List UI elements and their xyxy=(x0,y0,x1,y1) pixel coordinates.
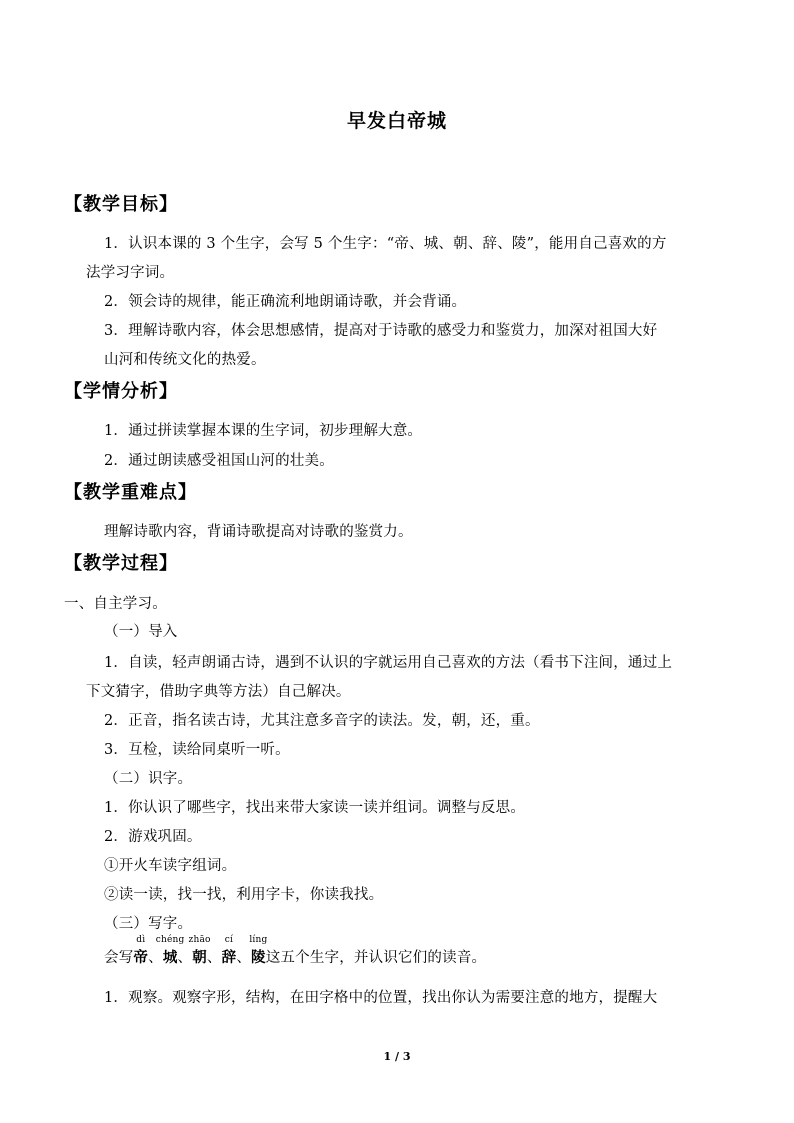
process-line-1: 一、自主学习。 xyxy=(64,596,167,612)
char-with-pinyin xyxy=(249,935,268,967)
pinyin: zhāo xyxy=(188,935,211,945)
char-with-pinyin xyxy=(188,935,211,967)
goals-line-3: 2．领会诗的规律，能正确流利地朗诵诗歌，并会背诵。 xyxy=(104,294,467,310)
pinyin: dì xyxy=(136,935,146,945)
goals-line-1: 1．认识本课的 3 个生字，会写 5 个生字：“帝、城、朝、辞、陵”，能用自己喜欢的方 xyxy=(104,236,667,252)
section-heading-goals: 【教学目标】 xyxy=(64,194,178,215)
process-line-last: 1．观察。观察字形，结构，在田字格中的位置，找出你认为需要注意的地方，提醒大 xyxy=(104,990,658,1006)
hanzi: 城 xyxy=(162,949,178,966)
pinyin: líng xyxy=(249,935,268,945)
page-number: 1 / 3 xyxy=(383,1050,411,1063)
analysis-line-2: 2．通过朗读感受祖国山河的壮美。 xyxy=(104,453,334,469)
section-heading-keypoints: 【教学重难点】 xyxy=(64,482,197,503)
separator: 、 xyxy=(206,950,222,966)
process-line-11: ②读一读，找一找，利用字卡，你读我找。 xyxy=(104,887,384,903)
process-line-12: （三）写字。 xyxy=(104,916,193,932)
goals-line-2: 法学习字词。 xyxy=(86,265,175,281)
write-chars-line xyxy=(104,935,487,967)
process-line-2: （一）导入 xyxy=(104,624,178,640)
process-line-7: （二）识字。 xyxy=(104,771,193,787)
char-with-pinyin xyxy=(221,935,237,967)
hanzi: 陵 xyxy=(251,949,266,966)
separator: 、 xyxy=(177,950,193,966)
section-heading-analysis: 【学情分析】 xyxy=(64,381,178,402)
keypoints-line-1: 理解诗歌内容，背诵诗歌提高对诗歌的鉴赏力。 xyxy=(104,524,413,540)
analysis-line-1: 1．通过拼读掌握本课的生字词，初步理解大意。 xyxy=(104,423,423,439)
write-chars-prefix: 会写 xyxy=(104,950,134,966)
goals-line-4: 3．理解诗歌内容，体会思想感情，提高对于诗歌的感受力和鉴赏力，加深对祖国大好 xyxy=(104,323,658,339)
process-line-4: 下文猜字，借助字典等方法）自己解决。 xyxy=(86,684,351,700)
section-heading-process: 【教学过程】 xyxy=(64,553,178,574)
separator: 、 xyxy=(148,950,163,966)
process-line-3: 1．自读，轻声朗诵古诗，遇到不认识的字就运用自己喜欢的方法（看书下注间，通过上 xyxy=(104,655,673,671)
process-line-10: ①开火车读字组词。 xyxy=(104,858,237,874)
hanzi: 朝 xyxy=(192,949,207,966)
process-line-8: 1．你认识了哪些字，找出来带大家读一读并组词。调整与反思。 xyxy=(104,800,526,816)
page-title: 早发白帝城 xyxy=(346,110,447,132)
goals-line-5: 山河和传统文化的热爱。 xyxy=(104,352,266,368)
process-line-5: 2．正音，指名读古诗，尤其注意多音字的读法。发，朝，还，重。 xyxy=(104,713,540,729)
char-with-pinyin xyxy=(155,935,185,967)
process-line-9: 2．游戏巩固。 xyxy=(104,829,202,845)
pinyin: cí xyxy=(224,935,234,945)
char-with-pinyin xyxy=(133,935,149,967)
process-line-6: 3．互检，读给同桌听一听。 xyxy=(104,742,290,758)
separator: 、 xyxy=(236,950,252,966)
write-chars-suffix: 这五个生字，并认识它们的读音。 xyxy=(265,950,487,966)
hanzi: 辞 xyxy=(221,949,237,966)
pinyin: chéng xyxy=(155,935,185,945)
hanzi: 帝 xyxy=(133,949,149,966)
